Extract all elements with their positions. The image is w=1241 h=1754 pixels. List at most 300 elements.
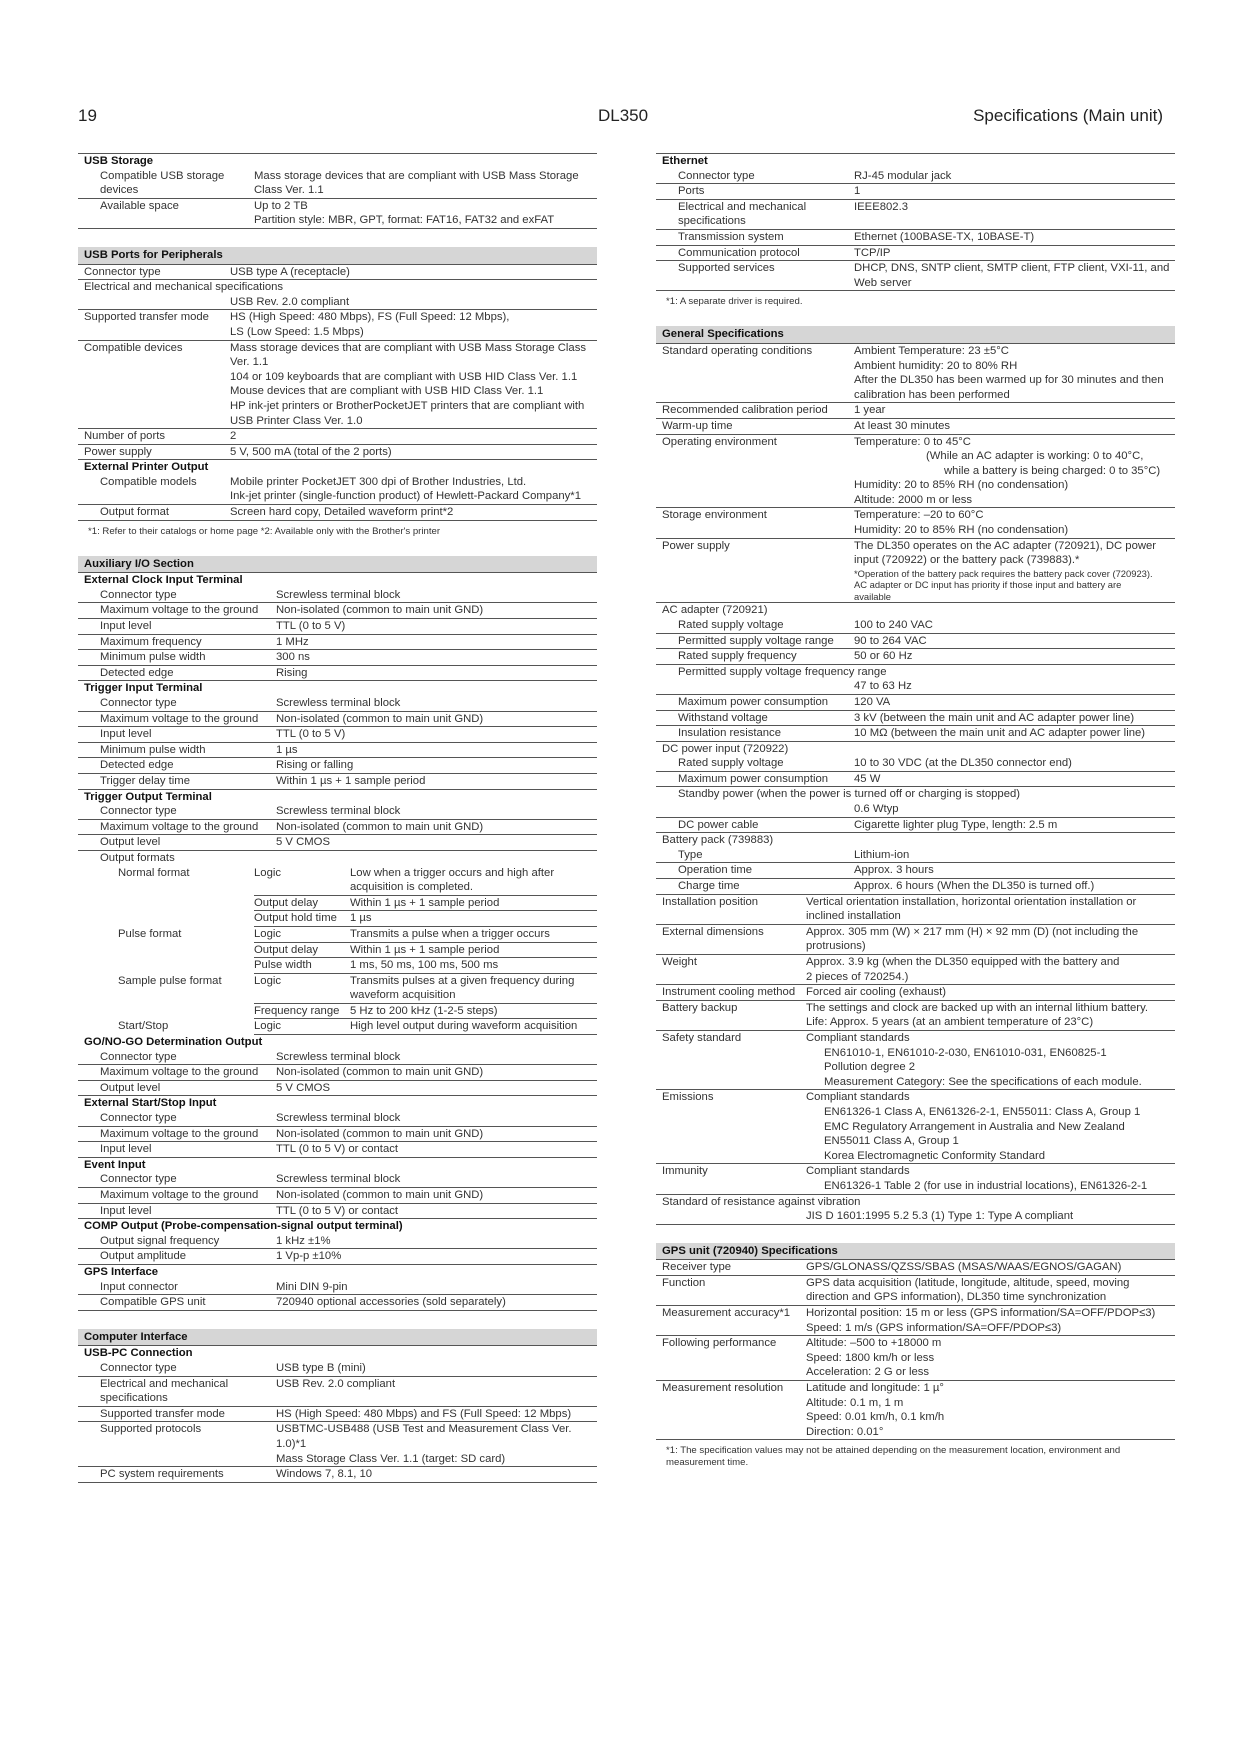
spec-label: Minimum pulse width bbox=[100, 651, 206, 664]
spec-value: TTL (0 to 5 V) bbox=[276, 728, 346, 741]
spec-label: Input level bbox=[100, 1204, 152, 1217]
spec-row bbox=[78, 1377, 597, 1407]
spec-value: Ambient Temperature: 23 ±5°C Ambient humidity: 20 to 80% RH After the DL350 has been warmed up for 30 minutes and then calibration has been performed bbox=[854, 344, 1164, 401]
spec-label: Compatible USB storage devices bbox=[100, 169, 225, 197]
spec-label: Standby power (when the power is turned off or charging is stopped) bbox=[678, 788, 1021, 801]
format-row bbox=[254, 927, 597, 943]
spec-label: Permitted supply voltage frequency range bbox=[678, 665, 887, 678]
spec-row bbox=[78, 696, 597, 712]
spec-row bbox=[656, 665, 1175, 695]
format-value: Transmits a pulse when a trigger occurs bbox=[350, 927, 550, 940]
subsection-header: Ethernet bbox=[662, 155, 708, 167]
spec-value: Lithium-ion bbox=[854, 848, 910, 861]
section-title: Specifications (Main unit) bbox=[973, 106, 1163, 125]
subgroup-title: AC adapter (720921) bbox=[662, 604, 768, 617]
spec-label: Recommended calibration period bbox=[662, 404, 828, 417]
spec-row bbox=[656, 344, 1175, 403]
spec-row bbox=[656, 1336, 1175, 1381]
spec-value: Screwless terminal block bbox=[276, 1050, 401, 1063]
spec-value: HS (High Speed: 480 Mbps), FS (Full Speed: 12 Mbps), LS (Low Speed: 1.5 Mbps) bbox=[230, 311, 510, 338]
format-name: Normal format bbox=[118, 866, 190, 879]
subsection-header: Trigger Output Terminal bbox=[84, 790, 212, 803]
spec-value: 3 kV (between the main unit and AC adapter power line) bbox=[854, 711, 1135, 724]
subsection-header: COMP Output (Probe-compensation-signal output terminal) bbox=[84, 1220, 403, 1233]
spec-row bbox=[78, 603, 597, 619]
spec-note: *Operation of the battery pack requires the battery pack cover (720923). AC adapter or DC input has priority if those input and battery are available bbox=[854, 567, 1153, 602]
spec-value: IEEE802.3 bbox=[854, 200, 909, 213]
format-row bbox=[254, 866, 597, 896]
spec-value: Within 1 µs + 1 sample period bbox=[276, 774, 426, 787]
output-formats-label: Output formats bbox=[100, 851, 175, 864]
spec-label: Installation position bbox=[662, 895, 759, 908]
spec-row bbox=[656, 1276, 1175, 1306]
spec-label: Communication protocol bbox=[678, 246, 800, 259]
spec-row bbox=[656, 863, 1175, 879]
spec-row bbox=[656, 261, 1175, 291]
subsection-header: Event Input bbox=[84, 1158, 146, 1171]
format-label: Logic bbox=[254, 1020, 282, 1033]
spec-value: Temperature: 0 to 45°C (While an AC adapter is working: 0 to 40°C, while a battery is being charged: 0 to 35°C) Humidity: 20 to 85% RH (no condensation) Altitude: 2000 m or less bbox=[854, 435, 1161, 506]
spec-value: JIS D 1601:1995 5.2 5.3 (1) Type 1: Type A compliant bbox=[806, 1210, 1074, 1223]
section-header: Computer Interface bbox=[78, 1329, 597, 1347]
spec-label: Ports bbox=[678, 185, 705, 198]
spec-label: Detected edge bbox=[100, 666, 174, 679]
spec-row bbox=[78, 712, 597, 728]
spec-label: Maximum voltage to the ground bbox=[100, 1066, 259, 1079]
format-value: Low when a trigger occurs and high after acquisition is completed. bbox=[350, 866, 555, 894]
section-header: USB Ports for Peripherals bbox=[78, 247, 597, 265]
spec-value: 100 to 240 VAC bbox=[854, 618, 933, 631]
format-label: Logic bbox=[254, 974, 282, 987]
format-value: Within 1 µs + 1 sample period bbox=[350, 943, 500, 956]
spec-row bbox=[656, 1260, 1175, 1276]
spec-value: Approx. 305 mm (W) × 217 mm (H) × 92 mm (D) (not including the protrusions) bbox=[806, 925, 1139, 953]
spec-label: Connector type bbox=[84, 265, 161, 278]
spec-row bbox=[656, 818, 1175, 834]
format-row bbox=[254, 896, 597, 912]
footnote: *1: The specification values may not be attained depending on the measurement location, environment and measurement time. bbox=[666, 1445, 1121, 1469]
spec-value: 5 V, 500 mA (total of the 2 ports) bbox=[230, 445, 392, 458]
spec-label: Trigger delay time bbox=[100, 774, 190, 787]
section-header: General Specifications bbox=[656, 326, 1175, 344]
spec-label: Maximum voltage to the ground bbox=[100, 1189, 259, 1201]
spec-row bbox=[78, 1081, 597, 1097]
spec-row bbox=[656, 1164, 1175, 1194]
format-label: Pulse width bbox=[254, 959, 312, 972]
spec-row bbox=[78, 429, 597, 445]
spec-label: Storage environment bbox=[662, 509, 767, 522]
spec-label: Transmission system bbox=[678, 230, 784, 243]
spec-value: Compliant standards EN61326-1 Class A, EN61326-2-1, EN55011: Class A, Group 1 EMC Regulatory Arrangement in Australia and New Zealand EN55011 Class A, Group 1 Korea Electromagnetic Conformity Standard bbox=[806, 1091, 1141, 1162]
spec-value: DHCP, DNS, SNTP client, SMTP client, FTP client, VXI-11, and Web server bbox=[854, 262, 1170, 289]
spec-value: Approx. 6 hours (When the DL350 is turned off.) bbox=[854, 880, 1095, 893]
subsection-header: External Start/Stop Input bbox=[84, 1097, 217, 1110]
spec-row bbox=[656, 246, 1175, 262]
spec-value: 1 MHz bbox=[276, 635, 309, 648]
spec-value: 90 to 264 VAC bbox=[854, 634, 927, 647]
spec-label: Supported transfer mode bbox=[84, 311, 209, 324]
spec-row bbox=[656, 925, 1175, 955]
spec-row bbox=[656, 772, 1175, 788]
spec-value: RJ-45 modular jack bbox=[854, 169, 952, 182]
spec-row bbox=[78, 650, 597, 666]
spec-label: Compatible models bbox=[100, 475, 197, 488]
spec-row bbox=[656, 1381, 1175, 1440]
format-value: 1 µs bbox=[350, 912, 372, 925]
spec-row bbox=[656, 848, 1175, 864]
spec-value: Mini DIN 9-pin bbox=[276, 1280, 348, 1293]
spec-value: Non-isolated (common to main unit GND) bbox=[276, 712, 484, 725]
spec-value: TTL (0 to 5 V) or contact bbox=[276, 1204, 399, 1217]
spec-value: 0.6 Wtyp bbox=[854, 803, 899, 816]
spec-value: USB Rev. 2.0 compliant bbox=[230, 295, 350, 308]
spec-row bbox=[656, 1031, 1175, 1090]
spec-label: Withstand voltage bbox=[678, 711, 768, 724]
spec-row bbox=[656, 1195, 1175, 1225]
spec-value: USB type B (mini) bbox=[276, 1361, 366, 1374]
spec-value: Mass storage devices that are compliant with USB Mass Storage Class Ver. 1.1 104 or 109 keyboards that are compliant with USB HID Class Ver. 1.1 Mouse devices that are compliant with USB HID Class Ver. 1.1 HP ink-jet printers or BrotherPocketJET printers that are compliant with USB Printer Class Ver. 1.0 bbox=[230, 341, 587, 427]
spec-label: Maximum voltage to the ground bbox=[100, 1127, 259, 1140]
spec-label: Operating environment bbox=[662, 435, 777, 448]
spec-value: 47 to 63 Hz bbox=[854, 680, 912, 693]
spec-row bbox=[78, 835, 597, 851]
spec-row bbox=[78, 1407, 597, 1423]
output-format-group bbox=[78, 927, 597, 974]
spec-value: 1 bbox=[854, 185, 861, 198]
subsection-header: USB Storage bbox=[84, 155, 154, 167]
format-value: Transmits pulses at a given frequency during waveform acquisition bbox=[350, 974, 575, 1002]
format-name: Pulse format bbox=[118, 927, 182, 940]
subsection-header: External Printer Output bbox=[84, 461, 209, 474]
spec-row bbox=[78, 169, 597, 199]
format-name: Start/Stop bbox=[118, 1020, 169, 1033]
output-format-group bbox=[78, 866, 597, 927]
spec-value: Screen hard copy, Detailed waveform print*2 bbox=[230, 506, 454, 519]
spec-row bbox=[78, 1249, 597, 1265]
spec-value: 50 or 60 Hz bbox=[854, 650, 913, 663]
format-row bbox=[254, 943, 597, 959]
spec-row bbox=[78, 1050, 597, 1066]
format-label: Output hold time bbox=[254, 912, 337, 925]
spec-value: 2 bbox=[230, 430, 237, 443]
spec-value: GPS/GLONASS/QZSS/SBAS (MSAS/WAAS/EGNOS/GAGAN) bbox=[806, 1261, 1122, 1274]
format-label: Logic bbox=[254, 866, 282, 879]
spec-value: 120 VA bbox=[854, 695, 891, 708]
subgroup-title: DC power input (720922) bbox=[662, 742, 789, 755]
spec-row bbox=[656, 169, 1175, 185]
spec-label: Available space bbox=[100, 199, 179, 212]
output-format-group bbox=[78, 1019, 597, 1035]
page-number: 19 bbox=[78, 106, 97, 125]
spec-label: Electrical and mechanical specifications bbox=[84, 281, 284, 294]
spec-row bbox=[656, 756, 1175, 772]
spec-row bbox=[78, 820, 597, 836]
spec-row bbox=[78, 1280, 597, 1296]
spec-label: Input level bbox=[100, 1143, 152, 1156]
spec-label: Warm-up time bbox=[662, 419, 733, 432]
spec-label: Connector type bbox=[100, 1112, 177, 1125]
spec-value: Screwless terminal block bbox=[276, 1112, 401, 1125]
spec-value: Rising bbox=[276, 666, 308, 679]
format-row bbox=[254, 1004, 597, 1020]
model-name: DL350 bbox=[598, 106, 649, 125]
spec-label: Power supply bbox=[662, 539, 730, 552]
spec-label: Input level bbox=[100, 728, 152, 741]
spec-row bbox=[656, 649, 1175, 665]
spec-label: Following performance bbox=[662, 1337, 777, 1350]
spec-value: 5 V CMOS bbox=[276, 836, 330, 849]
spec-label: Output format bbox=[100, 506, 170, 519]
spec-value: Windows 7, 8.1, 10 bbox=[276, 1468, 373, 1481]
spec-label: Maximum voltage to the ground bbox=[100, 604, 259, 617]
subsection-header: USB-PC Connection bbox=[84, 1347, 193, 1360]
spec-value: Non-isolated (common to main unit GND) bbox=[276, 1066, 484, 1079]
spec-row bbox=[78, 774, 597, 790]
spec-label: Rated supply frequency bbox=[678, 650, 797, 663]
spec-row bbox=[78, 666, 597, 682]
format-label: Frequency range bbox=[254, 1004, 340, 1017]
spec-row bbox=[656, 230, 1175, 246]
spec-value: Non-isolated (common to main unit GND) bbox=[276, 1127, 484, 1140]
spec-row bbox=[78, 1142, 597, 1158]
spec-label: Instrument cooling method bbox=[662, 986, 796, 999]
format-value: 5 Hz to 200 kHz (1-2-5 steps) bbox=[350, 1004, 498, 1017]
spec-row bbox=[656, 1090, 1175, 1164]
format-row bbox=[254, 974, 597, 1004]
section-header: Auxiliary I/O Section bbox=[78, 556, 597, 574]
spec-label: Maximum power consumption bbox=[678, 695, 829, 708]
spec-row bbox=[656, 787, 1175, 817]
spec-label: External dimensions bbox=[662, 925, 764, 938]
right-column bbox=[656, 153, 1175, 1469]
spec-value: Mobile printer PocketJET 300 dpi of Brother Industries, Ltd. Ink-jet printer (single-function product) of Hewlett-Packard Company*1 bbox=[230, 475, 581, 503]
format-value: Within 1 µs + 1 sample period bbox=[350, 896, 500, 909]
spec-label: Minimum pulse width bbox=[100, 743, 206, 756]
spec-value: 10 to 30 VDC (at the DL350 connector end) bbox=[854, 757, 1072, 770]
spec-value: 300 ns bbox=[276, 651, 310, 664]
spec-label: PC system requirements bbox=[100, 1468, 224, 1481]
spec-value: Screwless terminal block bbox=[276, 588, 401, 601]
spec-value: Cigarette lighter plug Type, length: 2.5 m bbox=[854, 818, 1058, 831]
spec-value: Screwless terminal block bbox=[276, 1173, 401, 1186]
spec-label: Maximum power consumption bbox=[678, 772, 829, 785]
spec-value: Up to 2 TB Partition style: MBR, GPT, format: FAT16, FAT32 and exFAT bbox=[254, 199, 555, 227]
spec-value: The DL350 operates on the AC adapter (720921), DC power input (720922) or the battery pack (739883).* *Operation of the battery pack requires the battery pack cover (720923). AC adapter or DC input has priority if those input and battery are available bbox=[854, 539, 1175, 603]
spec-value: The settings and clock are backed up with an internal lithium battery. Life: Approx. 5 years (at an ambient temperature of 23°C) bbox=[806, 1001, 1149, 1029]
spec-value: Rising or falling bbox=[276, 759, 354, 772]
spec-value: 720940 optional accessories (sold separately) bbox=[276, 1296, 506, 1309]
spec-value: Non-isolated (common to main unit GND) bbox=[276, 1189, 484, 1201]
spec-row bbox=[78, 619, 597, 635]
spec-label: Maximum frequency bbox=[100, 635, 202, 648]
spec-label: Permitted supply voltage range bbox=[678, 634, 834, 647]
spec-value: Approx. 3 hours bbox=[854, 864, 934, 877]
spec-value: 1 year bbox=[854, 404, 886, 417]
spec-value: Temperature: –20 to 60°C Humidity: 20 to 85% RH (no condensation) bbox=[854, 509, 1069, 537]
spec-label: Standard of resistance against vibration bbox=[662, 1195, 861, 1208]
spec-label: Supported transfer mode bbox=[100, 1407, 225, 1420]
spec-row bbox=[78, 199, 597, 229]
spec-row bbox=[78, 1172, 597, 1188]
spec-row bbox=[656, 539, 1175, 604]
spec-label: Input connector bbox=[100, 1280, 178, 1293]
spec-label: Maximum voltage to the ground bbox=[100, 712, 259, 725]
spec-label: DC power cable bbox=[678, 818, 759, 831]
spec-row bbox=[78, 1422, 597, 1467]
spec-value: Screwless terminal block bbox=[276, 805, 401, 818]
spec-label: Connector type bbox=[678, 169, 755, 182]
spec-row bbox=[78, 341, 597, 430]
spec-row bbox=[656, 711, 1175, 727]
spec-value: USB type A (receptacle) bbox=[230, 265, 350, 278]
spec-label: Function bbox=[662, 1276, 706, 1289]
spec-row bbox=[78, 1234, 597, 1250]
spec-row bbox=[78, 635, 597, 651]
spec-row bbox=[78, 588, 597, 604]
spec-label: Standard operating conditions bbox=[662, 344, 813, 357]
spec-value: Forced air cooling (exhaust) bbox=[806, 986, 947, 999]
spec-label: Rated supply voltage bbox=[678, 757, 784, 770]
spec-value: Compliant standards EN61010-1, EN61010-2-030, EN61010-031, EN60825-1 Pollution degree 2 Measurement Category: See the specifications of each module. bbox=[806, 1031, 1142, 1088]
spec-row bbox=[78, 1361, 597, 1377]
spec-value: TTL (0 to 5 V) bbox=[276, 620, 346, 633]
spec-label: Maximum voltage to the ground bbox=[100, 820, 259, 833]
spec-row bbox=[656, 435, 1175, 509]
format-label: Logic bbox=[254, 927, 282, 940]
spec-value: Vertical orientation installation, horizontal orientation installation or inclined installation bbox=[806, 895, 1137, 923]
spec-label: Output signal frequency bbox=[100, 1234, 220, 1247]
spec-label: Number of ports bbox=[84, 430, 165, 443]
spec-row bbox=[78, 475, 597, 505]
spec-label: Immunity bbox=[662, 1165, 708, 1178]
spec-value: Non-isolated (common to main unit GND) bbox=[276, 604, 484, 617]
spec-label: Detected edge bbox=[100, 759, 174, 772]
spec-row bbox=[656, 955, 1175, 985]
spec-label: Output level bbox=[100, 1081, 161, 1094]
spec-row bbox=[656, 184, 1175, 200]
spec-row bbox=[78, 280, 597, 310]
spec-label: Emissions bbox=[662, 1091, 714, 1104]
left-column bbox=[78, 153, 597, 1483]
spec-row bbox=[656, 1001, 1175, 1031]
format-row bbox=[254, 1019, 597, 1035]
spec-label: Type bbox=[678, 848, 703, 861]
spec-label: Connector type bbox=[100, 805, 177, 818]
spec-value: Screwless terminal block bbox=[276, 697, 401, 709]
spec-row bbox=[656, 200, 1175, 230]
spec-value: Approx. 3.9 kg (when the DL350 equipped with the battery and 2 pieces of 720254.) bbox=[806, 956, 1120, 983]
spec-label: Electrical and mechanical specifications bbox=[100, 1377, 229, 1405]
spec-row bbox=[656, 985, 1175, 1001]
spec-row bbox=[656, 879, 1175, 895]
subsection-header: GPS Interface bbox=[84, 1265, 159, 1278]
spec-label: Connector type bbox=[100, 1361, 177, 1374]
spec-row bbox=[656, 508, 1175, 538]
spec-label: Supported protocols bbox=[100, 1423, 202, 1436]
output-format-group bbox=[78, 974, 597, 1020]
spec-label: Input level bbox=[100, 620, 152, 633]
spec-value: At least 30 minutes bbox=[854, 419, 951, 432]
section-header: GPS unit (720940) Specifications bbox=[656, 1243, 1175, 1261]
spec-value: HS (High Speed: 480 Mbps) and FS (Full Speed: 12 Mbps) bbox=[276, 1407, 572, 1420]
spec-value: Non-isolated (common to main unit GND) bbox=[276, 820, 484, 833]
spec-label: Measurement accuracy*1 bbox=[662, 1307, 791, 1320]
spec-row bbox=[78, 804, 597, 820]
spec-label: Safety standard bbox=[662, 1031, 742, 1044]
spec-row bbox=[656, 1306, 1175, 1336]
spec-label: Compatible devices bbox=[84, 341, 183, 354]
spec-label: Electrical and mechanical specifications bbox=[678, 200, 807, 228]
spec-label: Output amplitude bbox=[100, 1250, 187, 1263]
spec-value: 1 Vp-p ±10% bbox=[276, 1250, 342, 1263]
spec-value: 5 V CMOS bbox=[276, 1081, 330, 1094]
format-label: Output delay bbox=[254, 896, 319, 909]
spec-value: 1 kHz ±1% bbox=[276, 1234, 331, 1247]
spec-label: Rated supply voltage bbox=[678, 618, 784, 631]
spec-label: Connector type bbox=[100, 588, 177, 601]
spec-row bbox=[78, 1188, 597, 1204]
spec-label: Supported services bbox=[678, 262, 775, 275]
spec-row bbox=[78, 758, 597, 774]
spec-label: Connector type bbox=[100, 697, 177, 709]
format-name: Sample pulse format bbox=[118, 974, 222, 987]
spec-value: 1 µs bbox=[276, 743, 298, 756]
spec-row bbox=[78, 310, 597, 340]
format-label: Output delay bbox=[254, 943, 319, 956]
subgroup-title: Battery pack (739883) bbox=[662, 834, 774, 847]
spec-label: Connector type bbox=[100, 1173, 177, 1186]
spec-row bbox=[78, 1127, 597, 1143]
subsection-header: GO/NO-GO Determination Output bbox=[84, 1036, 263, 1049]
spec-value: TTL (0 to 5 V) or contact bbox=[276, 1143, 399, 1156]
spec-row bbox=[78, 1065, 597, 1081]
spec-value: USBTMC-USB488 (USB Test and Measurement Class Ver. 1.0)*1 Mass Storage Class Ver. 1.1 (target: SD card) bbox=[276, 1423, 572, 1465]
spec-row bbox=[78, 1295, 597, 1311]
spec-label: Connector type bbox=[100, 1050, 177, 1063]
spec-row bbox=[656, 403, 1175, 419]
footnote: *1: Refer to their catalogs or home page *2: Available only with the Brother's printer bbox=[88, 525, 441, 537]
spec-value: Altitude: –500 to +18000 m Speed: 1800 km/h or less Acceleration: 2 G or less bbox=[806, 1337, 942, 1379]
spec-row bbox=[656, 695, 1175, 711]
footnote: *1: A separate driver is required. bbox=[666, 296, 803, 308]
spec-row bbox=[78, 1467, 597, 1483]
spec-row bbox=[78, 1204, 597, 1220]
spec-value: TCP/IP bbox=[854, 246, 891, 259]
spec-value: USB Rev. 2.0 compliant bbox=[276, 1377, 396, 1390]
spec-row bbox=[78, 727, 597, 743]
format-row bbox=[254, 911, 597, 927]
spec-label: Output level bbox=[100, 836, 161, 849]
spec-value: 10 MΩ (between the main unit and AC adapter power line) bbox=[854, 727, 1146, 740]
spec-label: Receiver type bbox=[662, 1261, 732, 1274]
spec-value: GPS data acquisition (latitude, longitude, altitude, speed, moving direction and GPS information), DL350 time synchronization bbox=[806, 1276, 1130, 1304]
spec-row bbox=[78, 505, 597, 521]
spec-label: Operation time bbox=[678, 864, 753, 877]
format-value: High level output during waveform acquisition bbox=[350, 1020, 578, 1033]
spec-row bbox=[78, 265, 597, 281]
spec-value: Horizontal position: 15 m or less (GPS information/SA=OFF/PDOP≤3) Speed: 1 m/s (GPS information/SA=OFF/PDOP≤3) bbox=[806, 1307, 1156, 1334]
spec-row bbox=[656, 895, 1175, 925]
spec-row bbox=[78, 445, 597, 461]
spec-value: Mass storage devices that are compliant with USB Mass Storage Class Ver. 1.1 bbox=[254, 169, 579, 197]
spec-row bbox=[656, 618, 1175, 634]
spec-label: Power supply bbox=[84, 445, 152, 458]
spec-label: Compatible GPS unit bbox=[100, 1296, 206, 1309]
spec-label: Charge time bbox=[678, 880, 740, 893]
spec-row bbox=[656, 634, 1175, 650]
spec-value: Latitude and longitude: 1 µ° Altitude: 0.1 m, 1 m Speed: 0.01 km/h, 0.1 km/h Direction: 0.01° bbox=[806, 1382, 945, 1438]
subsection-header: External Clock Input Terminal bbox=[84, 574, 243, 587]
